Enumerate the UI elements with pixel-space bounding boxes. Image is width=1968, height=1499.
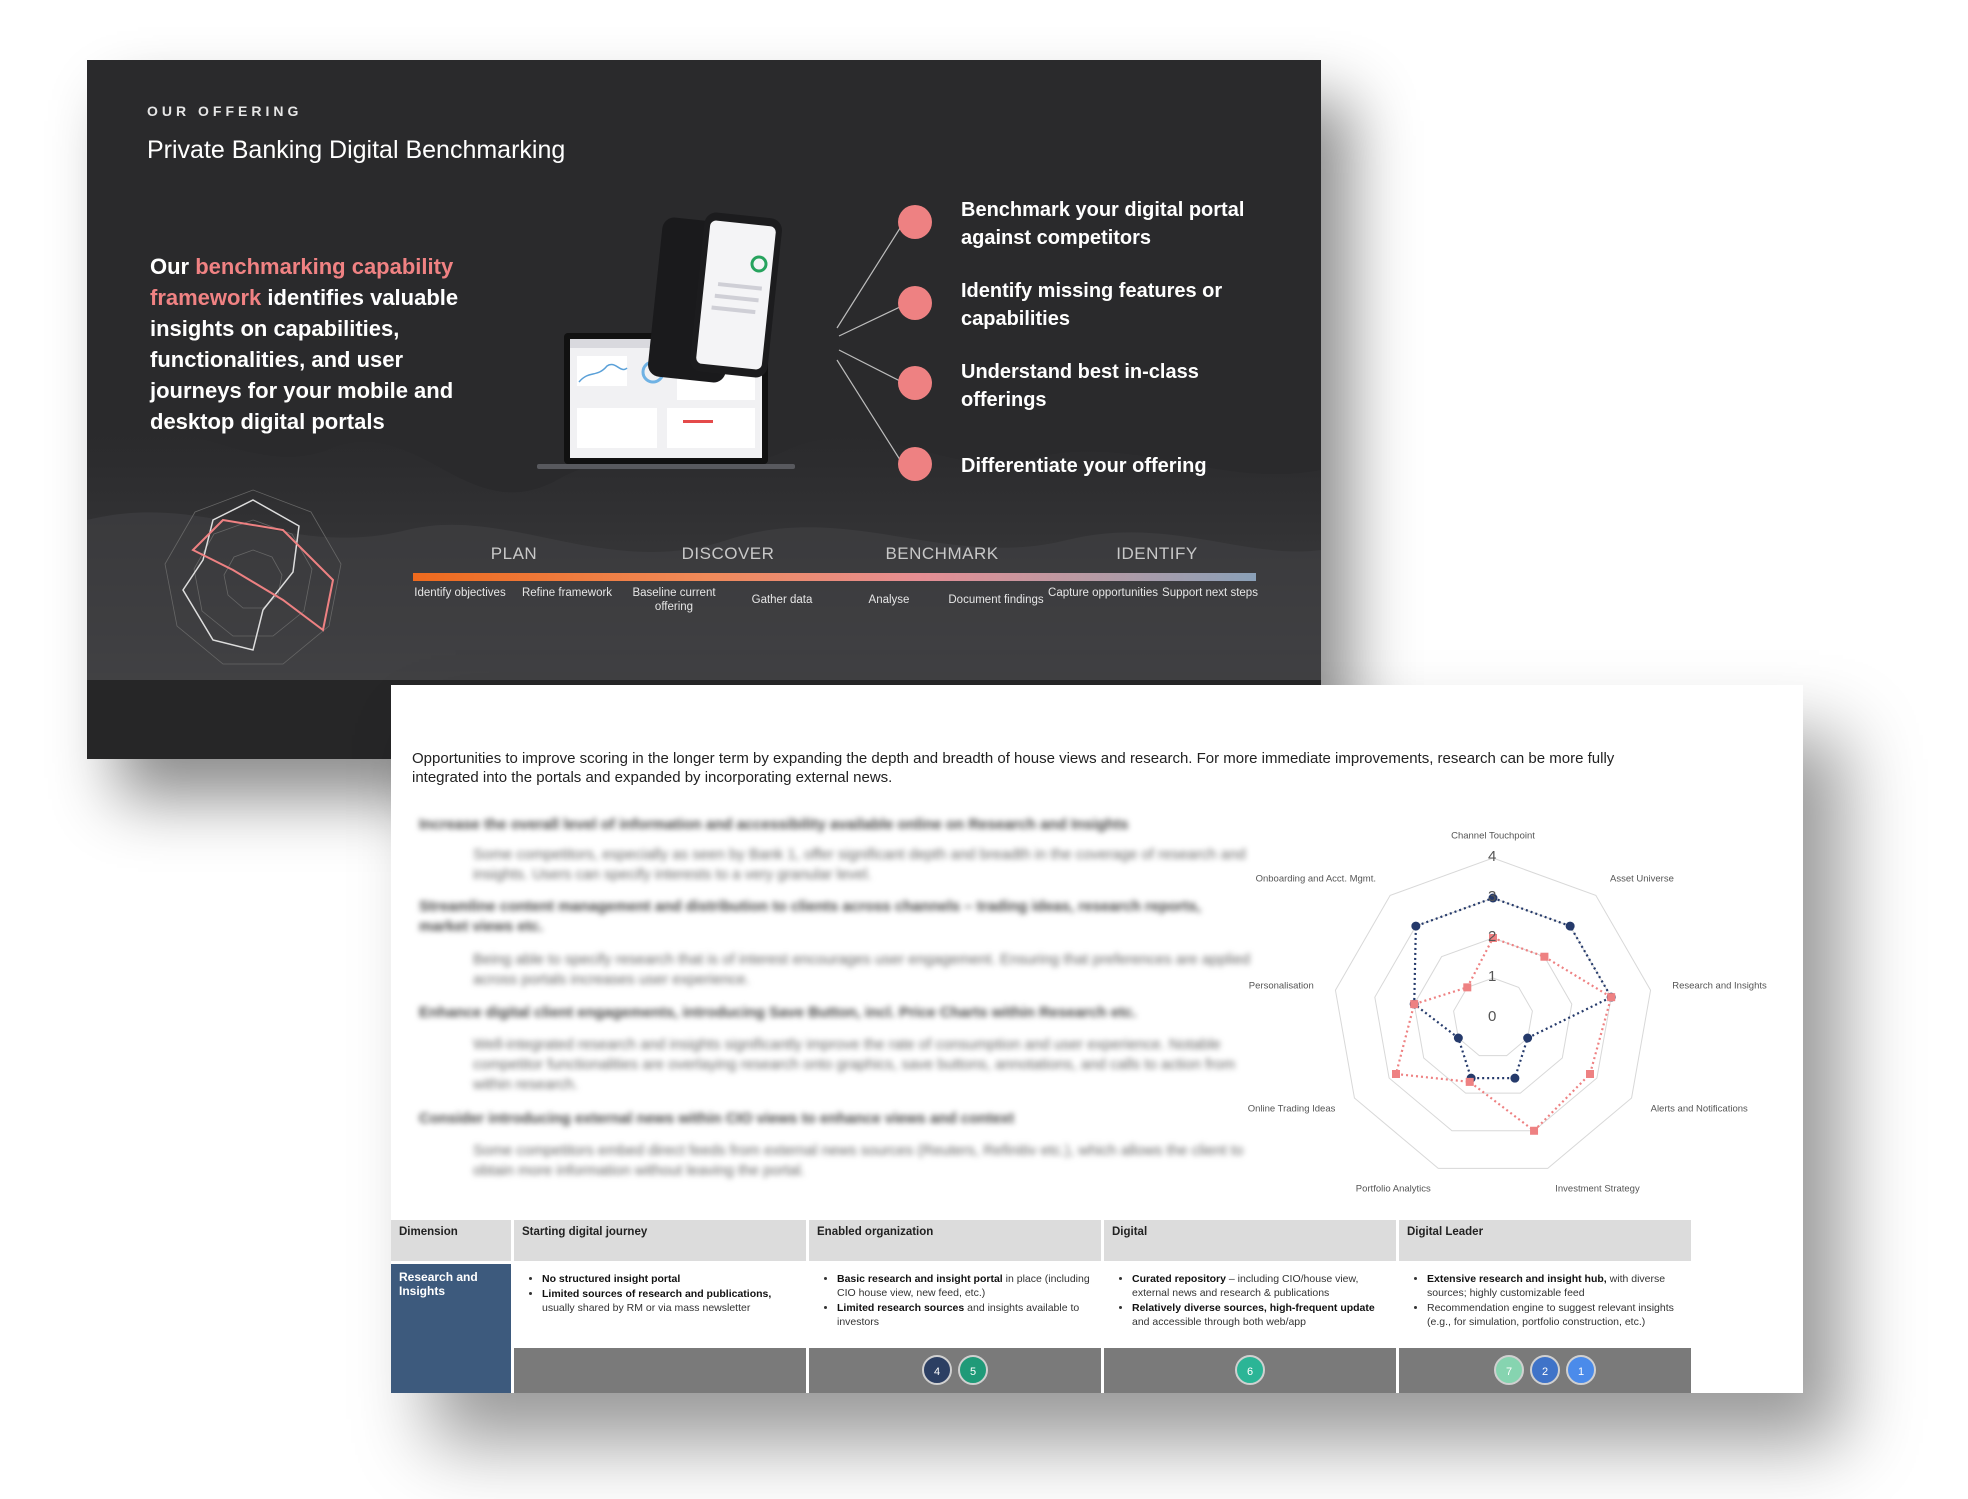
recommendation-detail: Being able to specify research that is of interest encourages user engagement. Ensuring that preferences are applied across portals increases user experience. [473,951,1251,988]
cell-bullet-bold: Limited sources of research and publications, [542,1288,772,1300]
step-label: Gather data [751,594,813,606]
table-header-enabled: Enabled organization [809,1220,1101,1261]
benefit-item: Identify missing features or capabilities [961,280,1223,330]
cell-bullet [1132,1272,1386,1300]
benefit-dot-icon [898,366,932,400]
bank-marker: 4 [922,1355,952,1385]
maturity-table [391,1220,1691,1393]
cell-bullet-text: in place (including CIO house view, new feed, etc.) [837,1273,1090,1299]
radar-series-line [1396,938,1611,1131]
radar-data-point [1607,993,1615,1001]
recommendation-detail: Some competitors, especially as seen by Bank 1, offer significant depth and breadth in the coverage of research and insights. Users can specify interests to a very granular level. [473,846,1246,883]
radar-data-point [1540,953,1548,961]
radar-scale-label: 1 [1488,968,1497,985]
cell-bullet-bold: Extensive research and insight hub, [1427,1273,1607,1285]
recommendation-detail: Some competitors embed direct feeds from external news sources (Reuters, Refinitiv etc.), which allows the client to obtain more information without leaving the portal. [473,1142,1244,1179]
step-label: Analyse [868,594,910,606]
radar-data-point [1410,1000,1418,1008]
cell-bullet [837,1301,1091,1329]
phase-identify: IDENTIFY [1116,544,1198,563]
recommendation-detail: Well-integrated research and insights significantly improve the rate of consumption and user experience. Notable competitor functionalities are overlaying research onto graphics, save buttons, annotations, and calls to action from within research. [473,1036,1236,1093]
cell-bullet-bold: No structured insight portal [542,1273,681,1285]
phase-benchmark: BENCHMARK [885,544,999,563]
eyebrow-label: OUR OFFERING [147,103,303,119]
radar-scale-label: 3 [1488,888,1497,905]
cell-bullet-bold: Basic research and insight portal [837,1273,1003,1285]
phase-plan: PLAN [490,544,538,563]
offering-slide [87,60,1321,759]
table-header-dimension: Dimension [391,1220,511,1261]
intro-prefix: Our [150,254,196,279]
radar-data-point [1523,1034,1532,1043]
findings-summary: Opportunities to improve scoring in the longer term by expanding the depth and breadth of house views and research. For more immediate improvements, research can be more fully integrated into the portals and expanded by incorporating external news. [412,750,1615,786]
benefit-item: Benchmark your digital portal against competitors [961,199,1245,249]
radar-axis-label: Research and Insights [1672,980,1767,992]
bank-marker: 2 [1530,1355,1560,1385]
process-timeline-bar [413,573,1256,581]
recommendation-heading: Enhance digital client engagements, introducing Save Button, incl. Price Charts within Research etc. [419,1004,1137,1021]
table-cell-digital-leader [1399,1264,1691,1348]
cell-bullet [542,1272,796,1286]
table-cell-digital [1104,1264,1396,1348]
benefit-item: Understand best in-class offerings [961,361,1199,411]
step-label: Identify objectives [414,587,506,599]
step-label: Support next steps [1162,587,1258,599]
radar-axis-label: Onboarding and Acct. Mgmt. [1255,873,1376,885]
bank-marker: 6 [1235,1355,1265,1385]
radar-data-point [1463,983,1471,991]
cell-bullet-text: and insights available to investors [837,1302,1080,1328]
cell-bullet-bold: Relatively diverse sources, high-frequent update [1132,1302,1375,1314]
benefit-item: Differentiate your offering [961,455,1207,477]
radar-data-point [1411,922,1420,931]
cell-bullet-text: – including CIO/house view, external news and research & publications [1132,1273,1359,1299]
phone-mockup-icon [647,211,783,383]
radar-axis-label: Investment Strategy [1555,1183,1640,1195]
findings-slide [391,685,1803,1393]
radar-data-point [1530,1127,1538,1135]
cell-bullet [837,1272,1091,1300]
cell-bullet [1132,1301,1386,1329]
radar-axis-label: Asset Universe [1609,873,1674,885]
benefit-dot-icon [898,205,932,239]
cell-bullet-text: Recommendation engine to suggest relevant insights (e.g., for simulation, portfolio construction, etc.) [1427,1302,1674,1328]
table-cell-enabled [809,1264,1101,1348]
table-header-digital: Digital [1104,1220,1396,1261]
table-header-starting: Starting digital journey [514,1220,806,1261]
radar-scale-label: 2 [1488,928,1497,945]
step-label: Baseline current offering [632,587,716,613]
radar-data-point [1454,1034,1463,1043]
radar-axis-label: Alerts and Notifications [1650,1103,1748,1115]
recommendation-heading: Consider introducing external news within CIO views to enhance views and context [419,1110,1015,1127]
cell-bullet-text: usually shared by RM or via mass newsletter [542,1302,751,1314]
step-label: Capture opportunities [1048,587,1158,599]
radar-data-point [1566,922,1575,931]
intro-suffix: identifies valuable insights on capabilities, functionalities, and user journeys for your mobile and desktop digital portals [150,285,459,434]
benefit-dot-icon [898,286,932,320]
table-cell-starting [514,1264,806,1348]
radar-scale-label: 0 [1488,1008,1497,1025]
step-label: Refine framework [521,587,613,599]
cell-bullet-text: with diverse sources; highly customizable feed [1427,1273,1666,1299]
recommendation-heading: Streamline content management and distribution to clients across channels – trading ideas, research reports, market views etc. [419,898,1201,935]
bank-marker: 1 [1566,1355,1596,1385]
phase-discover: DISCOVER [681,544,775,563]
radar-data-point [1392,1070,1400,1078]
cell-bullet-text: and accessible through both web/app [1132,1316,1306,1328]
radar-data-point [1586,1070,1594,1078]
recommendation-heading: Increase the overall level of information and accessibility available online on Research and Insights [419,816,1129,833]
radar-axis-label: Online Trading Ideas [1247,1103,1336,1115]
table-row-label: Research and Insights [391,1264,511,1393]
radar-data-point [1466,1078,1474,1086]
radar-axis-label: Personalisation [1248,980,1314,992]
cell-bullet-bold: Limited research sources [837,1302,965,1314]
benefit-dot-icon [898,447,932,481]
slide-title: Private Banking Digital Benchmarking [147,136,566,164]
radar-axis-label: Portfolio Analytics [1355,1183,1431,1195]
score-band [514,1348,806,1393]
radar-chart [391,685,1803,1215]
score-band [809,1348,1101,1393]
bank-marker: 5 [958,1355,988,1385]
radar-scale-label: 4 [1488,848,1497,865]
intro-statement [150,251,495,437]
step-label: Document findings [948,594,1044,606]
cell-bullet [1427,1301,1681,1329]
radar-data-point [1510,1074,1519,1083]
radar-axis-label: Channel Touchpoint [1451,830,1535,842]
cell-bullet [1427,1272,1681,1300]
table-header-digital-leader: Digital Leader [1399,1220,1691,1261]
bank-marker: 7 [1494,1355,1524,1385]
cell-bullet-bold: Curated repository [1132,1273,1226,1285]
cell-bullet [542,1287,796,1315]
intro-highlight: benchmarking capability framework [150,254,454,310]
